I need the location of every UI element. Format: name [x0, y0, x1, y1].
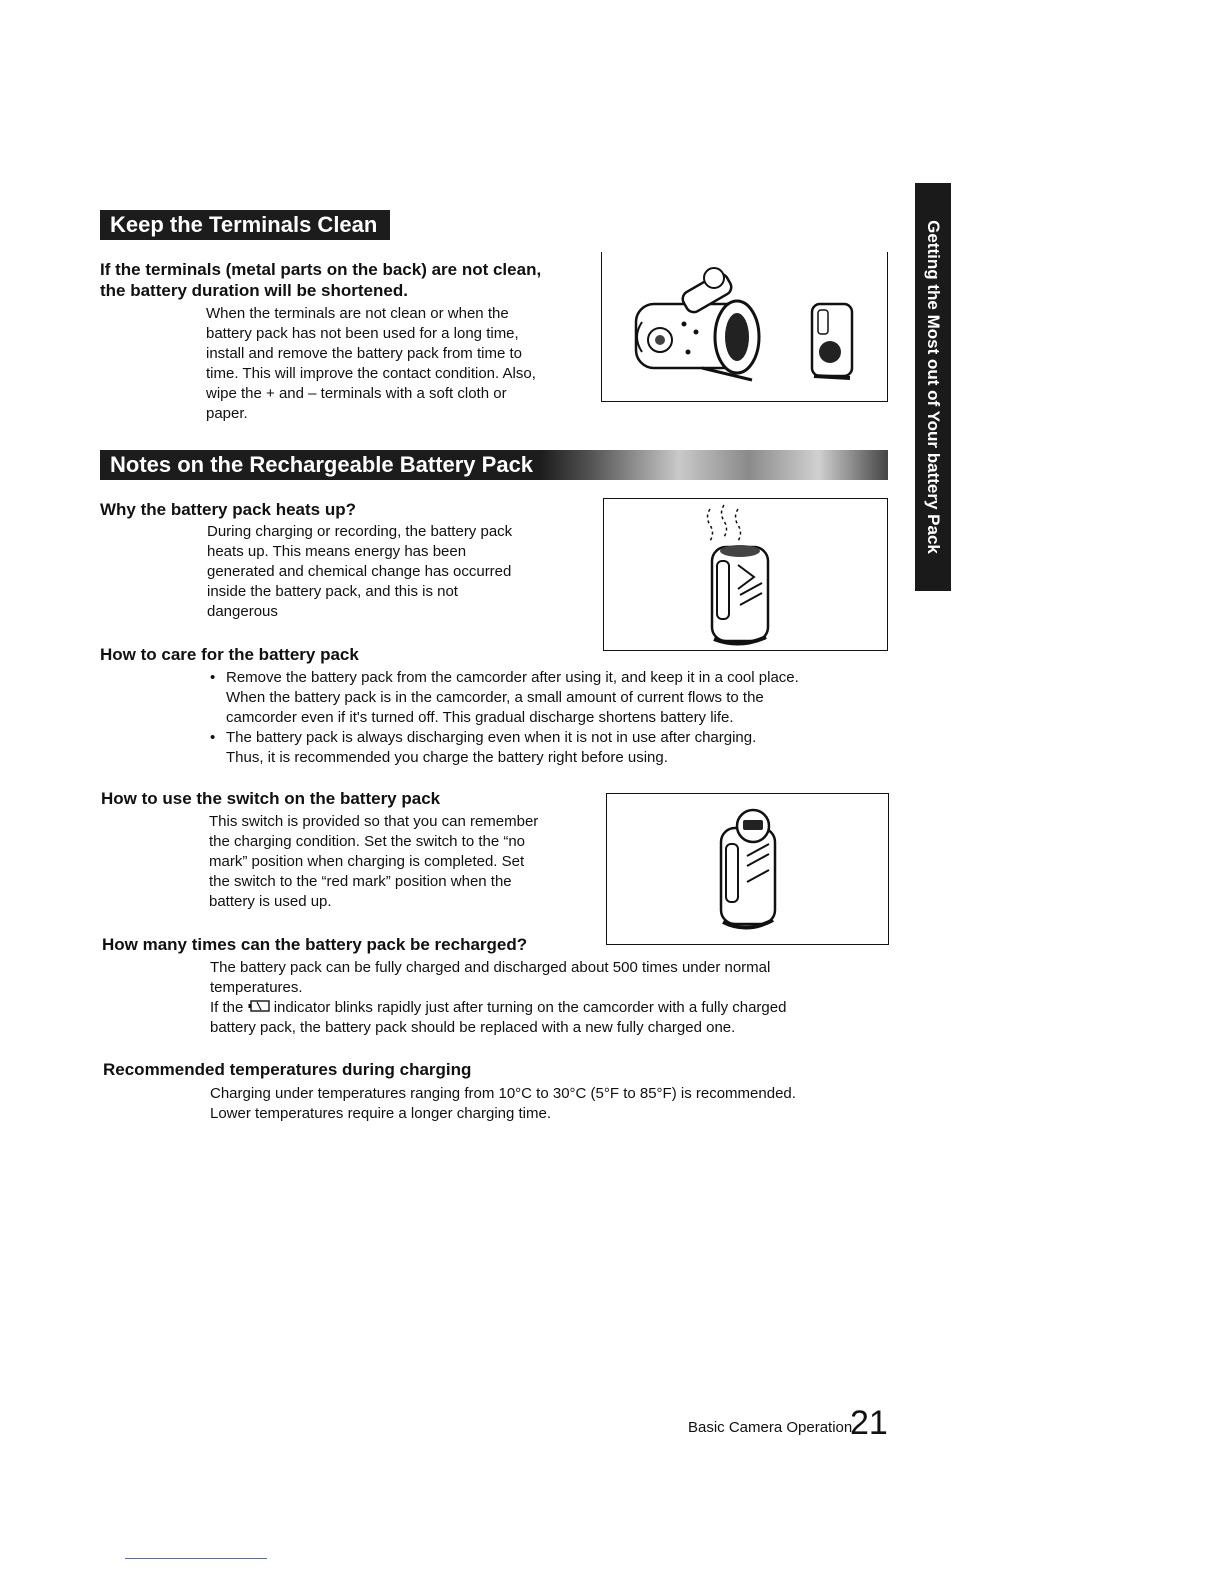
side-tab-label: Getting the Most out of Your battery Pack — [924, 220, 943, 554]
heading-temperatures: Recommended temperatures during charging — [103, 1060, 472, 1079]
section-banner-terminals — [100, 210, 390, 240]
section1-lead — [100, 259, 580, 301]
recharge-body — [210, 958, 890, 1038]
section-banner-notes — [100, 450, 540, 480]
battery-indicator-icon — [248, 999, 270, 1013]
body-line: mark” position when charging is completed. Set — [209, 853, 525, 870]
body-line: battery is used up. — [209, 893, 332, 910]
bullet-line: • Remove the battery pack from the camcorder after using it, and keep it in a cool place. — [226, 669, 799, 686]
body-line: the switch to the “red mark” position when the — [209, 873, 512, 890]
temperatures-body — [210, 1084, 900, 1124]
heading-switch: How to use the switch on the battery pack — [101, 789, 441, 808]
body-line: battery pack has not been used for a long time, — [206, 325, 519, 342]
body-text: If the — [210, 999, 244, 1016]
body-text: indicator blinks rapidly just after turning on the camcorder with a fully charged — [273, 999, 787, 1016]
body-line: When the terminals are not clean or when the — [206, 305, 509, 322]
page-number: 21 — [850, 1404, 888, 1442]
battery-heat-illustration — [604, 499, 886, 649]
banner-fade-decoration — [540, 450, 888, 480]
care-bullet-list — [210, 668, 890, 768]
heading-heats-up: Why the battery pack heats up? — [100, 500, 356, 519]
banner-title: Keep the Terminals Clean — [110, 212, 378, 237]
body-line: the charging condition. Set the switch to the “no — [209, 833, 526, 850]
battery-switch-illustration — [607, 794, 887, 943]
body-line: dangerous — [207, 603, 278, 620]
body-line: heats up. This means energy has been — [207, 543, 467, 560]
bottom-divider — [125, 1558, 267, 1559]
body-line: generated and chemical change has occurred — [207, 563, 512, 580]
camcorder-battery-figure — [601, 252, 888, 402]
list-item — [210, 668, 890, 728]
section1-body — [206, 304, 591, 424]
body-line: Lower temperatures require a longer charging time. — [210, 1105, 552, 1122]
body-line: Charging under temperatures ranging from 10°C to 30°C (5°F to 85°F) is recommended. — [210, 1085, 796, 1102]
lead-line: If the terminals (metal parts on the back) are not clean, — [100, 260, 542, 279]
body-line: inside the battery pack, and this is not — [207, 583, 458, 600]
chapter-side-tab — [915, 183, 951, 591]
switch-body — [209, 812, 594, 912]
list-item — [210, 728, 890, 768]
battery-switch-figure — [606, 793, 889, 945]
heating-battery-figure — [603, 498, 888, 651]
body-line: temperatures. — [210, 979, 303, 996]
body-line: time. This will improve the contact condition. Also, — [206, 365, 536, 382]
body-line: battery pack, the battery pack should be replaced with a new fully charged one. — [210, 1019, 736, 1036]
bullet-line: • The battery pack is always discharging even when it is not in use after charging. — [226, 729, 757, 746]
lead-line: the battery duration will be shortened. — [100, 281, 408, 300]
bullet-line: Thus, it is recommended you charge the battery right before using. — [226, 749, 668, 766]
bullet-line: camcorder even if it's turned off. This gradual discharge shortens battery life. — [226, 709, 734, 726]
body-line: install and remove the battery pack from time to — [206, 345, 522, 362]
body-line: wipe the + and – terminals with a soft cloth or — [206, 385, 507, 402]
heats-up-body — [207, 522, 587, 622]
heading-recharge: How many times can the battery pack be recharged? — [102, 935, 528, 954]
banner-title: Notes on the Rechargeable Battery Pack — [110, 452, 534, 477]
body-line: The battery pack can be fully charged and discharged about 500 times under normal — [210, 959, 771, 976]
body-line: paper. — [206, 405, 248, 422]
heading-care: How to care for the battery pack — [100, 645, 359, 664]
body-line — [210, 998, 890, 1018]
camcorder-illustration — [602, 252, 886, 400]
body-line: This switch is provided so that you can remember — [209, 813, 539, 830]
body-line: During charging or recording, the battery pack — [207, 523, 513, 540]
bullet-line: When the battery pack is in the camcorder, a small amount of current flows to the — [226, 689, 764, 706]
footer-section-name: Basic Camera Operation — [688, 1419, 853, 1436]
